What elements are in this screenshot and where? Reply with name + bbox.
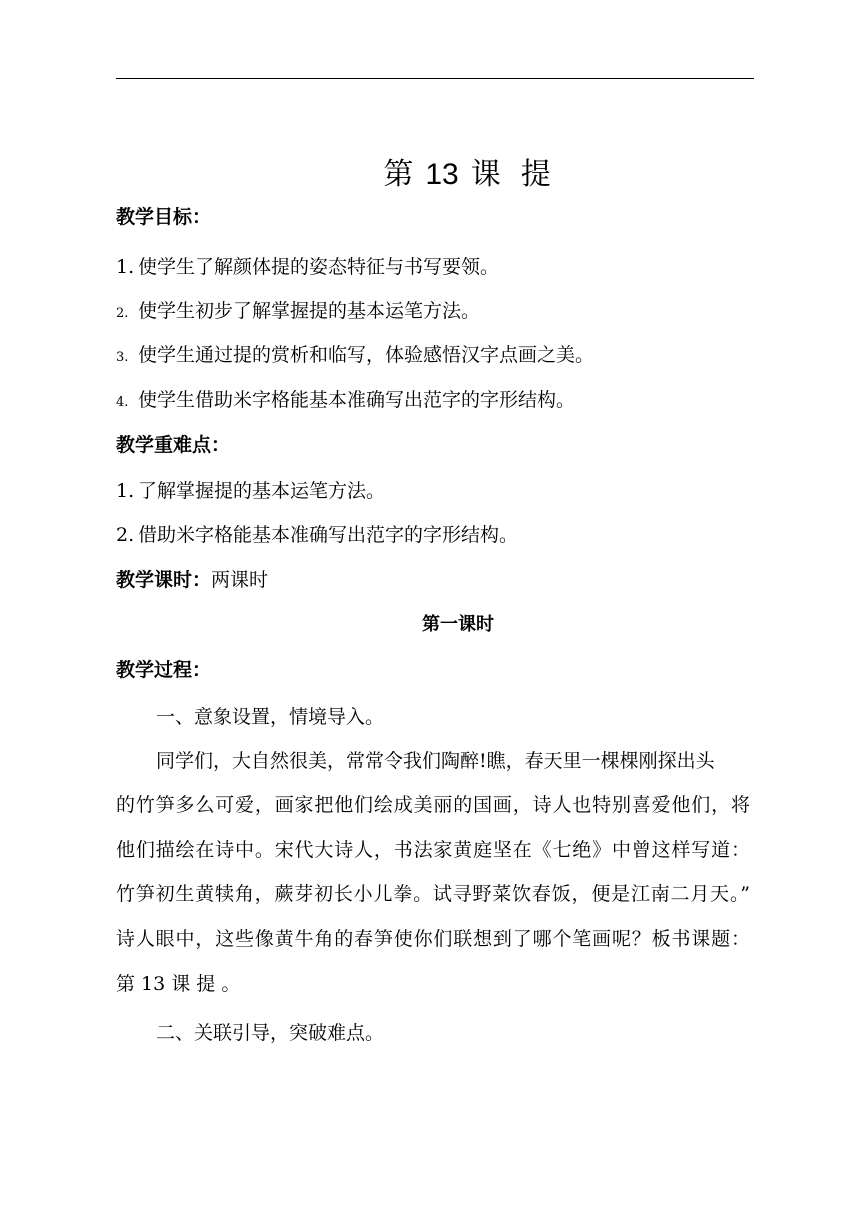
objective-item: 1. 使学生了解颜体提的姿态特征与书写要领。 xyxy=(116,256,500,278)
section-title: 一、意象设置，情境导入。 xyxy=(156,706,385,728)
objective-item: 3. 使学生通过提的赏析和临写，体验感悟汉字点画之美。 xyxy=(116,344,595,366)
paragraph-line: 同学们，大自然很美，常常令我们陶醉!瞧，春天里一棵棵刚探出头 xyxy=(156,750,715,772)
board-title: 第 13 课 提 。 xyxy=(116,973,241,995)
process-heading: 教学过程： xyxy=(116,659,212,681)
paragraph-line: 诗人眼中，这些像黄牛角的春笋使你们联想到了哪个笔画呢？板书课题： xyxy=(116,928,750,950)
periods-label: 教学课时： xyxy=(116,569,212,591)
section-title: 二、关联引导，突破难点。 xyxy=(156,1022,385,1044)
objective-item: 2. 使学生初步了解掌握提的基本运笔方法。 xyxy=(116,300,481,322)
header-rule xyxy=(116,78,754,79)
objectives-heading: 教学目标： xyxy=(116,206,212,228)
key-points-heading: 教学重难点： xyxy=(116,434,231,456)
paragraph-line: 的竹笋多么可爱，画家把他们绘成美丽的国画，诗人也特别喜爱他们，将 xyxy=(116,794,750,816)
paragraph-line: 他们描绘在诗中。宋代大诗人，书法家黄庭坚在《七绝》中曾这样写道： xyxy=(116,839,750,861)
objective-item: 4. 使学生借助米字格能基本准确写出范字的字形结构。 xyxy=(116,389,576,411)
page-title: 第 13 课 提 xyxy=(383,157,551,192)
paragraph-line: 竹笋初生黄犊角，蕨芽初长小儿拳。试寻野菜饮春饭，便是江南二月天。” xyxy=(116,883,750,905)
periods-value: 两课时 xyxy=(211,569,269,591)
periods-line xyxy=(116,568,268,592)
key-point-item: 1. 了解掌握提的基本运笔方法。 xyxy=(116,480,386,502)
lesson-heading: 第一课时 xyxy=(422,614,494,635)
key-point-item: 2. 借助米字格能基本准确写出范字的字形结构。 xyxy=(116,524,519,546)
